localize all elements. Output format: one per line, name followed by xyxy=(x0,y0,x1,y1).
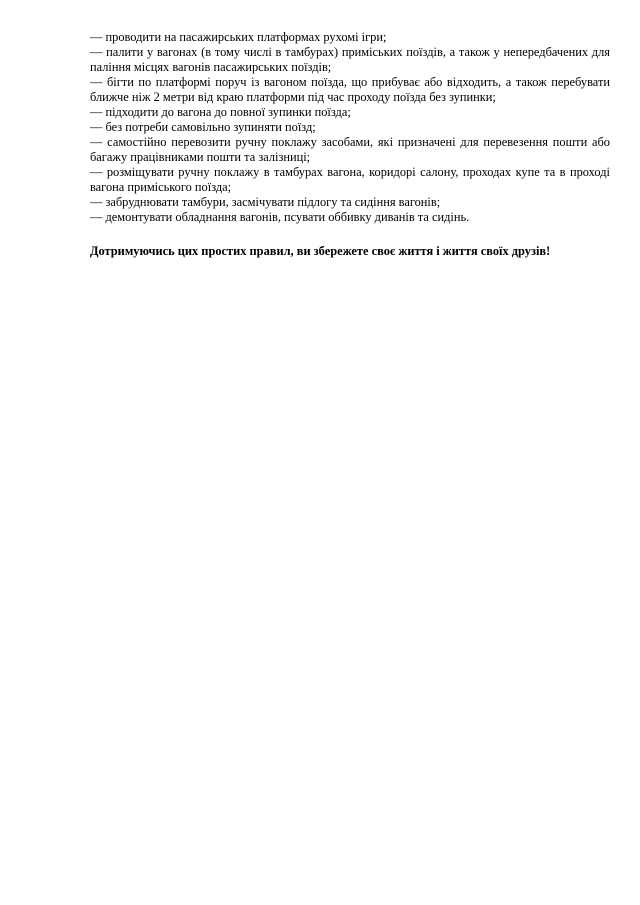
rule-item-luggage-transport: — самостійно перевозити ручну поклажу засобами, які призначені для перевезення пошти або багажу працівниками пошти та залізниці; xyxy=(90,135,610,164)
rule-item-stopping-train: — без потреби самовільно зупиняти поїзд; xyxy=(90,120,316,134)
rule-item-luggage-placement: — розміщувати ручну поклажу в тамбурах вагона, коридорі салону, проходах купе та в проході вагона приміського поїзда; xyxy=(90,165,610,194)
rule-item-running-on-platform: — бігти по платформі поруч із вагоном поїзда, що прибуває або відходить, а також перебувати ближче ніж 2 метри від краю платформи під час проходу поїзда без зупинки; xyxy=(90,75,610,104)
document-page xyxy=(90,30,610,259)
rule-item-approaching-wagon: — підходити до вагона до повної зупинки поїзда; xyxy=(90,105,351,119)
rule-item-littering: — забруднювати тамбури, засмічувати підлогу та сидіння вагонів; xyxy=(90,195,441,209)
rule-item-smoking: — палити у вагонах (в тому числі в тамбурах) приміських поїздів, а також у непередбачених для паління місцях вагонів пасажирських поїздів; xyxy=(90,45,610,74)
rule-item-vandalism: — демонтувати обладнання вагонів, псувати оббивку диванів та сидінь. xyxy=(90,210,470,224)
rule-item-platform-games: — проводити на пасажирських платформах рухомі ігри; xyxy=(90,30,387,44)
prohibited-actions-list xyxy=(90,30,610,225)
closing-statement: Дотримуючись цих простих правил, ви збережете своє життя і життя своїх друзів! xyxy=(90,244,551,258)
